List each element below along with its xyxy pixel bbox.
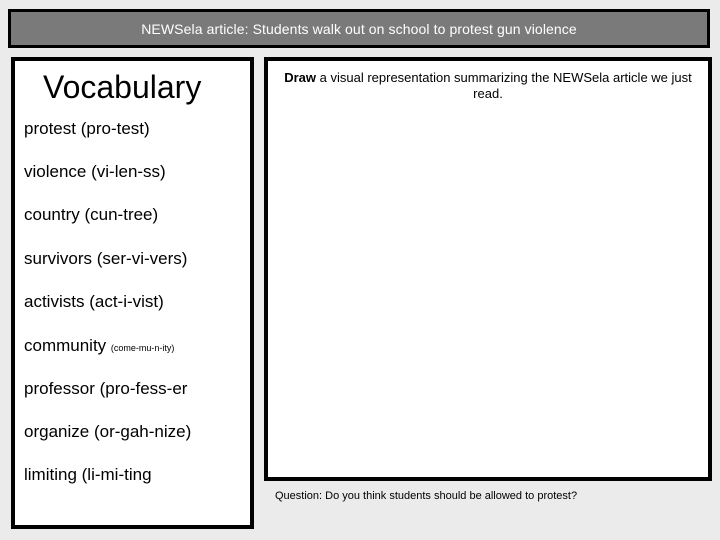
header-bar — [8, 9, 710, 48]
vocab-word: survivors — [24, 249, 93, 268]
question-text: Question: Do you think students should be allowed to protest? — [275, 490, 578, 502]
vocab-word: country — [24, 205, 80, 224]
draw-prompt-text: a visual representation summarizing the NEWSela article we just read. — [316, 70, 692, 101]
vocab-word: organize — [24, 422, 90, 441]
vocab-item-organize — [24, 422, 191, 442]
draw-lead-word: Draw — [284, 70, 317, 85]
vocab-word: community — [24, 336, 107, 355]
vocab-item-community — [24, 336, 174, 358]
vocab-pronunciation: (vi-len-ss) — [91, 162, 166, 181]
vocab-word: protest — [24, 119, 76, 138]
vocab-pronunciation: (cun-tree) — [84, 205, 159, 224]
drawing-instructions — [268, 70, 708, 102]
vocabulary-heading: Vocabulary — [43, 69, 202, 105]
drawing-area[interactable] — [264, 57, 712, 481]
vocab-pronunciation: (ser-vi-vers) — [96, 249, 188, 268]
vocab-item-violence — [24, 162, 166, 182]
vocab-pronunciation: (pro-test) — [80, 119, 150, 138]
vocab-word: professor — [24, 379, 95, 398]
vocab-pronunciation: (li-mi-ting — [81, 465, 152, 484]
page-title: NEWSela article: Students walk out on school to protest gun violence — [141, 20, 577, 37]
vocab-item-limiting — [24, 465, 152, 485]
vocab-pronunciation: (pro-fess-er — [99, 379, 188, 398]
vocab-pronunciation: (come-mu-n-ity) — [110, 343, 175, 353]
vocab-pronunciation: (or-gah-nize) — [93, 422, 192, 441]
vocab-item-country — [24, 205, 158, 225]
vocab-word: activists — [24, 292, 85, 311]
vocab-item-professor — [24, 379, 187, 399]
vocab-pronunciation: (act-i-vist) — [89, 292, 164, 311]
vocab-item-protest — [24, 119, 150, 139]
vocab-item-activists — [24, 292, 164, 312]
vocab-word: limiting — [24, 465, 77, 484]
vocab-word: violence — [24, 162, 87, 181]
vocab-item-survivors — [24, 249, 187, 269]
